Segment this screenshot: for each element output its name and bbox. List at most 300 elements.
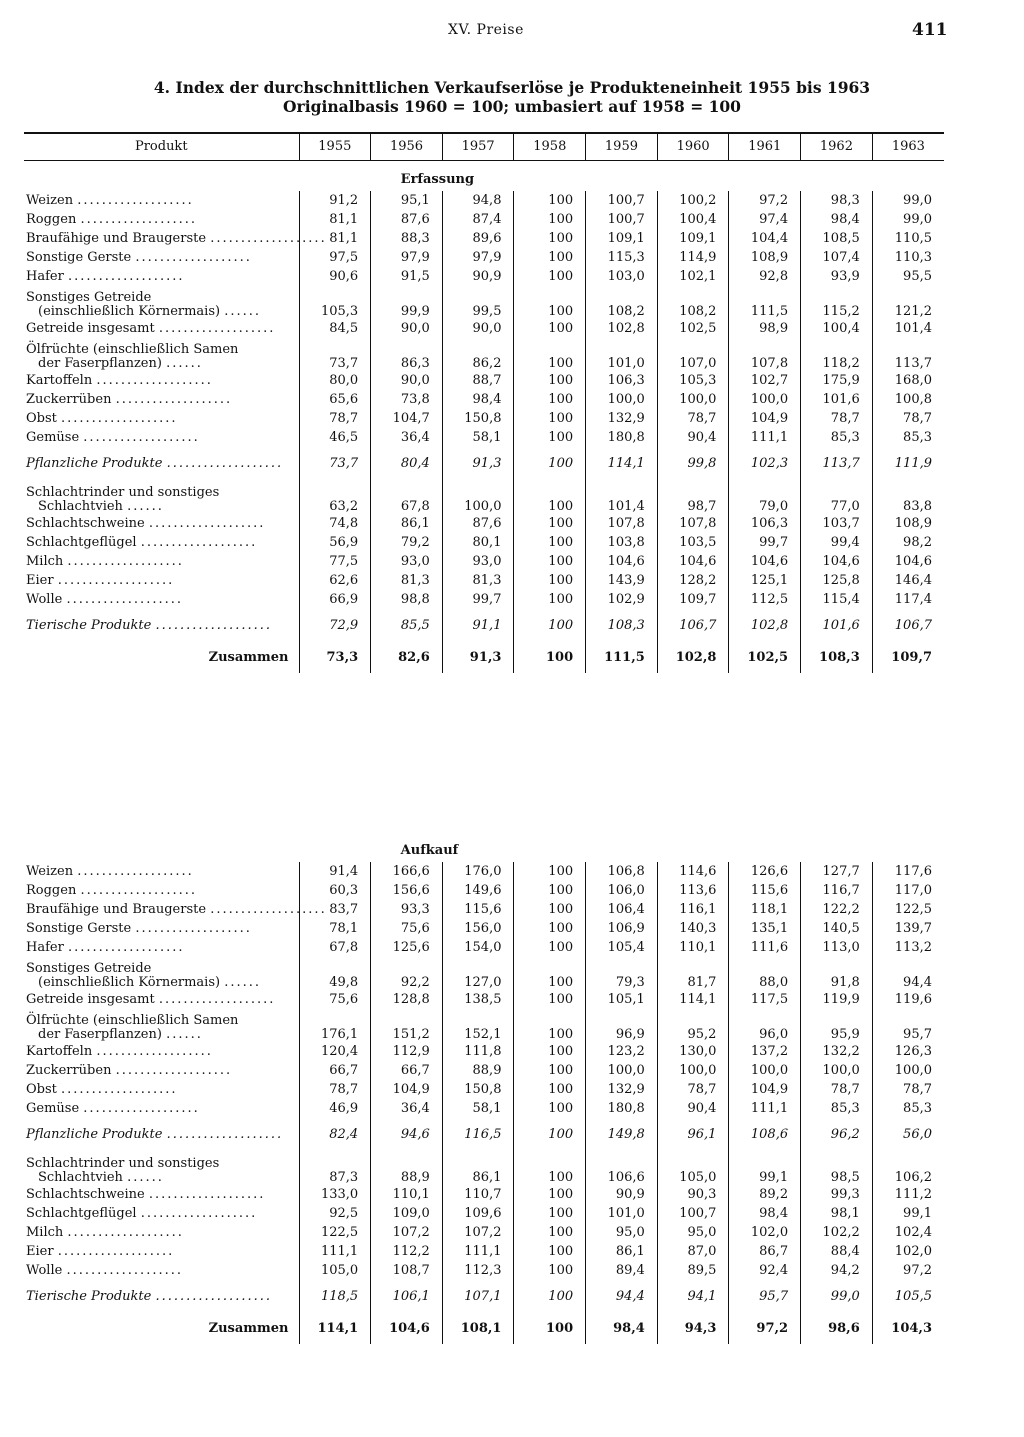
row-label: Obst ................... (26, 1081, 178, 1097)
row-label (24, 286, 299, 319)
value-cell: 111,9 (872, 447, 944, 481)
value-cell: 95,5 (872, 267, 944, 286)
value-cell: 100,0 (586, 1061, 658, 1080)
subtotal-row (24, 609, 944, 643)
value-cell: 146,4 (872, 571, 944, 590)
value-cell: 100 (514, 1042, 586, 1061)
value-cell: 98,3 (801, 191, 873, 210)
value-cell: 100 (514, 552, 586, 571)
table-row (24, 1223, 944, 1242)
value-cell: 83,8 (872, 481, 944, 514)
value-cell: 98,4 (586, 1314, 658, 1344)
row-label: Eier ................... (26, 1243, 175, 1259)
value-cell: 100 (514, 267, 586, 286)
value-cell: 99,1 (729, 1152, 801, 1185)
table-row (24, 1009, 944, 1042)
value-cell: 98,4 (729, 1204, 801, 1223)
value-cell: 101,0 (586, 338, 658, 371)
value-cell: 154,0 (442, 938, 514, 957)
value-cell: 135,1 (729, 919, 801, 938)
value-cell: 101,6 (801, 390, 873, 409)
value-cell: 100,4 (657, 210, 729, 229)
value-cell: 119,9 (801, 990, 873, 1009)
value-cell: 102,0 (872, 1242, 944, 1261)
value-cell: 123,2 (586, 1042, 658, 1061)
value-cell: 95,0 (586, 1223, 658, 1242)
value-cell: 102,5 (729, 643, 801, 673)
value-cell: 100 (514, 590, 586, 609)
price-index-table-part2 (24, 832, 944, 1344)
value-cell: 117,0 (872, 881, 944, 900)
value-cell: 110,1 (371, 1185, 443, 1204)
value-cell: 114,6 (657, 862, 729, 881)
value-cell: 79,0 (729, 481, 801, 514)
value-cell: 88,4 (801, 1242, 873, 1261)
row-label: Getreide insgesamt ................... (26, 320, 276, 336)
value-cell: 112,9 (371, 1042, 443, 1061)
value-cell: 100 (514, 229, 586, 248)
value-cell: 101,4 (872, 319, 944, 338)
table-row (24, 248, 944, 267)
value-cell: 98,8 (371, 590, 443, 609)
value-cell: 102,1 (657, 267, 729, 286)
value-cell: 95,9 (801, 1009, 873, 1042)
value-cell: 151,2 (371, 1009, 443, 1042)
value-cell: 103,7 (801, 514, 873, 533)
value-cell: 99,1 (872, 1204, 944, 1223)
row-label-text: Kartoffeln (26, 372, 93, 388)
value-cell: 96,9 (586, 1009, 658, 1042)
table-row (24, 1261, 944, 1280)
row-label: Obst ................... (26, 410, 178, 426)
value-cell: 97,9 (371, 248, 443, 267)
row-label-text: Wolle (26, 591, 63, 607)
row-label (24, 481, 299, 514)
value-cell: 117,6 (872, 862, 944, 881)
value-cell: 175,9 (801, 371, 873, 390)
value-cell: 107,1 (442, 1280, 514, 1314)
value-cell: 95,7 (729, 1280, 801, 1314)
value-cell: 90,3 (657, 1185, 729, 1204)
value-cell: 103,5 (657, 533, 729, 552)
value-cell: 107,0 (657, 338, 729, 371)
row-label-text: Schlachtschweine (26, 515, 145, 531)
value-cell: 100 (514, 1223, 586, 1242)
value-cell: 115,2 (801, 286, 873, 319)
value-cell: 36,4 (371, 1099, 443, 1118)
value-cell: 111,8 (442, 1042, 514, 1061)
table-title-line1: 4. Index der durchschnittlichen Verkaufserlöse je Produkteneinheit 1955 bis 1963 (153, 78, 871, 97)
table-row (24, 1152, 944, 1185)
value-cell: 78,1 (299, 919, 371, 938)
value-cell: 107,8 (586, 514, 658, 533)
value-cell: 85,3 (872, 428, 944, 447)
table-row (24, 1061, 944, 1080)
value-cell: 100 (514, 571, 586, 590)
value-cell: 114,9 (657, 248, 729, 267)
value-cell: 121,2 (872, 286, 944, 319)
value-cell: 95,7 (872, 1009, 944, 1042)
value-cell: 105,0 (657, 1152, 729, 1185)
value-cell: 100,0 (872, 1061, 944, 1080)
table-row (24, 552, 944, 571)
value-cell: 102,7 (729, 371, 801, 390)
value-cell: 104,3 (872, 1314, 944, 1344)
row-label-text: Hafer (26, 268, 64, 284)
value-cell: 98,9 (729, 319, 801, 338)
value-cell: 97,2 (729, 1314, 801, 1344)
header-year: 1963 (872, 133, 944, 161)
value-cell: 119,6 (872, 990, 944, 1009)
value-cell: 80,0 (299, 371, 371, 390)
value-cell: 125,6 (371, 938, 443, 957)
section-title: Erfassung (400, 172, 475, 187)
value-cell: 100 (514, 919, 586, 938)
row-label-line1: Ölfrüchte (einschließlich Samen (26, 1013, 239, 1028)
value-cell: 86,1 (586, 1242, 658, 1261)
value-cell: 100 (514, 900, 586, 919)
row-label (24, 957, 299, 990)
value-cell: 92,5 (299, 1204, 371, 1223)
value-cell: 105,5 (872, 1280, 944, 1314)
value-cell: 78,7 (872, 1080, 944, 1099)
value-cell: 168,0 (872, 371, 944, 390)
value-cell: 111,1 (729, 1099, 801, 1118)
value-cell: 90,9 (442, 267, 514, 286)
value-cell: 101,0 (586, 1204, 658, 1223)
table-row (24, 590, 944, 609)
value-cell: 87,6 (442, 514, 514, 533)
value-cell: 108,2 (657, 286, 729, 319)
row-label-text: Eier (26, 1243, 54, 1259)
value-cell: 100,4 (801, 319, 873, 338)
row-label: Schlachtgeflügel ................... (26, 1205, 258, 1221)
row-label-text: Roggen (26, 211, 77, 227)
value-cell: 100 (514, 409, 586, 428)
value-cell: 86,3 (371, 338, 443, 371)
value-cell: 99,0 (872, 191, 944, 210)
section-body-erfassung (24, 161, 944, 674)
value-cell: 90,9 (586, 1185, 658, 1204)
row-label: Schlachtgeflügel ................... (26, 534, 258, 550)
value-cell: 94,2 (801, 1261, 873, 1280)
row-label-text: Sonstige Gerste (26, 920, 132, 936)
value-cell: 166,6 (371, 862, 443, 881)
value-cell: 78,7 (657, 1080, 729, 1099)
value-cell: 105,1 (586, 990, 658, 1009)
value-cell: 85,3 (801, 1099, 873, 1118)
value-cell: 100 (514, 1152, 586, 1185)
row-label-line2: der Faserpflanzen) ...... (38, 1027, 203, 1042)
row-label-text: Kartoffeln (26, 1043, 93, 1059)
table-row (24, 286, 944, 319)
value-cell: 101,4 (586, 481, 658, 514)
value-cell: 104,9 (729, 409, 801, 428)
value-cell: 104,6 (801, 552, 873, 571)
subtotal-row (24, 1280, 944, 1314)
value-cell: 113,0 (801, 938, 873, 957)
value-cell: 111,1 (299, 1242, 371, 1261)
row-label-text: Zusammen (208, 650, 289, 665)
value-cell: 108,5 (801, 229, 873, 248)
value-cell: 90,6 (299, 267, 371, 286)
value-cell: 56,0 (872, 1118, 944, 1152)
value-cell: 94,4 (586, 1280, 658, 1314)
row-label-text: Pflanzliche Produkte (26, 456, 163, 471)
value-cell: 115,6 (442, 900, 514, 919)
value-cell: 99,5 (442, 286, 514, 319)
value-cell: 98,4 (442, 390, 514, 409)
value-cell: 106,1 (371, 1280, 443, 1314)
value-cell: 36,4 (371, 428, 443, 447)
value-cell: 122,5 (872, 900, 944, 919)
value-cell: 97,9 (442, 248, 514, 267)
row-label-line2: Schlachtvieh ...... (38, 499, 164, 514)
table-row (24, 210, 944, 229)
value-cell: 100,0 (657, 1061, 729, 1080)
value-cell: 66,7 (371, 1061, 443, 1080)
value-cell: 99,0 (801, 1280, 873, 1314)
table-row (24, 481, 944, 514)
row-label-text: Schlachtgeflügel (26, 534, 137, 550)
value-cell: 81,3 (371, 571, 443, 590)
value-cell: 108,9 (872, 514, 944, 533)
row-label-text: Eier (26, 572, 54, 588)
value-cell: 100 (514, 1118, 586, 1152)
value-cell: 128,8 (371, 990, 443, 1009)
value-cell: 96,2 (801, 1118, 873, 1152)
value-cell: 100 (514, 514, 586, 533)
value-cell: 113,2 (872, 938, 944, 957)
value-cell: 111,6 (729, 938, 801, 957)
row-label-text: Tierische Produkte (26, 618, 152, 633)
table-title (0, 78, 1024, 116)
value-cell: 100 (514, 428, 586, 447)
value-cell: 106,9 (586, 919, 658, 938)
value-cell: 105,3 (299, 286, 371, 319)
value-cell: 100 (514, 1280, 586, 1314)
value-cell: 100 (514, 938, 586, 957)
value-cell: 114,1 (586, 447, 658, 481)
value-cell: 111,5 (586, 643, 658, 673)
value-cell: 85,3 (872, 1099, 944, 1118)
value-cell: 105,0 (299, 1261, 371, 1280)
value-cell: 100 (514, 338, 586, 371)
row-label: Wolle ................... (26, 591, 183, 607)
value-cell: 67,8 (299, 938, 371, 957)
value-cell: 89,6 (442, 229, 514, 248)
value-cell: 92,4 (729, 1261, 801, 1280)
value-cell: 87,0 (657, 1242, 729, 1261)
value-cell: 109,7 (657, 590, 729, 609)
value-cell: 97,2 (872, 1261, 944, 1280)
value-cell: 112,3 (442, 1261, 514, 1280)
row-label-text: Weizen (26, 863, 74, 879)
value-cell: 104,6 (371, 1314, 443, 1344)
value-cell: 126,6 (729, 862, 801, 881)
value-cell: 116,5 (442, 1118, 514, 1152)
value-cell: 100 (514, 862, 586, 881)
row-label: Tierische Produkte ................... (26, 618, 272, 633)
row-label: Braufähige und Braugerste ................... (26, 901, 327, 917)
value-cell: 109,1 (657, 229, 729, 248)
value-cell: 106,0 (586, 881, 658, 900)
row-label-line2: Schlachtvieh ...... (38, 1170, 164, 1185)
table-row (24, 229, 944, 248)
value-cell: 80,4 (371, 447, 443, 481)
value-cell: 85,5 (371, 609, 443, 643)
value-cell: 100 (514, 1204, 586, 1223)
table-row (24, 1099, 944, 1118)
table-row (24, 267, 944, 286)
value-cell: 95,0 (657, 1223, 729, 1242)
value-cell: 94,8 (442, 191, 514, 210)
value-cell: 91,1 (442, 609, 514, 643)
row-label: Schlachtschweine ................... (26, 1186, 266, 1202)
value-cell: 100 (514, 533, 586, 552)
row-label-line1: Sonstiges Getreide (26, 961, 152, 976)
table-row (24, 191, 944, 210)
row-label-line1: Sonstiges Getreide (26, 290, 152, 305)
value-cell: 75,6 (371, 919, 443, 938)
value-cell: 143,9 (586, 571, 658, 590)
value-cell: 115,3 (586, 248, 658, 267)
value-cell: 100 (514, 1009, 586, 1042)
header-year: 1961 (729, 133, 801, 161)
running-head (0, 22, 1024, 46)
value-cell: 99,0 (872, 210, 944, 229)
value-cell: 98,2 (872, 533, 944, 552)
value-cell: 100 (514, 248, 586, 267)
value-cell: 100,0 (729, 390, 801, 409)
value-cell: 97,5 (299, 248, 371, 267)
value-cell: 100 (514, 957, 586, 990)
value-cell: 91,3 (442, 643, 514, 673)
value-cell: 114,1 (657, 990, 729, 1009)
row-label-text: Milch (26, 1224, 64, 1240)
value-cell: 77,5 (299, 552, 371, 571)
row-label-text: Schlachtgeflügel (26, 1205, 137, 1221)
value-cell: 84,5 (299, 319, 371, 338)
value-cell: 108,6 (729, 1118, 801, 1152)
value-cell: 90,0 (371, 319, 443, 338)
row-label-text: Tierische Produkte (26, 1289, 152, 1304)
value-cell: 73,3 (299, 643, 371, 673)
value-cell: 49,8 (299, 957, 371, 990)
row-label: Weizen ................... (26, 192, 194, 208)
value-cell: 58,1 (442, 428, 514, 447)
value-cell: 74,8 (299, 514, 371, 533)
row-label: Gemüse ................... (26, 1100, 200, 1116)
value-cell: 98,6 (801, 1314, 873, 1344)
table-row (24, 938, 944, 957)
value-cell: 102,0 (729, 1223, 801, 1242)
value-cell: 132,9 (586, 409, 658, 428)
value-cell: 106,4 (586, 900, 658, 919)
value-cell: 95,1 (371, 191, 443, 210)
value-cell: 111,5 (729, 286, 801, 319)
total-row (24, 643, 944, 673)
section-title-row (24, 161, 944, 192)
value-cell: 109,6 (442, 1204, 514, 1223)
value-cell: 78,7 (299, 1080, 371, 1099)
value-cell: 89,2 (729, 1185, 801, 1204)
row-label: Zuckerrüben ................... (26, 1062, 233, 1078)
value-cell: 96,0 (729, 1009, 801, 1042)
row-label-text: Gemüse (26, 1100, 80, 1116)
value-cell: 99,7 (442, 590, 514, 609)
value-cell: 87,4 (442, 210, 514, 229)
value-cell: 72,9 (299, 609, 371, 643)
value-cell: 100 (514, 371, 586, 390)
table-row (24, 371, 944, 390)
value-cell: 156,0 (442, 919, 514, 938)
section-title: Aufkauf (400, 843, 459, 858)
value-cell: 109,0 (371, 1204, 443, 1223)
value-cell: 117,5 (729, 990, 801, 1009)
subtotal-row (24, 447, 944, 481)
row-label: Milch ................... (26, 1224, 184, 1240)
row-label (24, 1152, 299, 1185)
value-cell: 100,2 (657, 191, 729, 210)
row-label-text: Gemüse (26, 429, 80, 445)
row-label-line2: (einschließlich Körnermais) ...... (38, 304, 262, 319)
value-cell: 94,4 (872, 957, 944, 990)
table-row (24, 319, 944, 338)
value-cell: 88,9 (371, 1152, 443, 1185)
row-label-line2: der Faserpflanzen) ...... (38, 356, 203, 371)
value-cell: 102,9 (586, 590, 658, 609)
value-cell: 88,7 (442, 371, 514, 390)
value-cell: 81,1 (299, 229, 371, 248)
value-cell: 103,8 (586, 533, 658, 552)
table-row (24, 338, 944, 371)
value-cell: 67,8 (371, 481, 443, 514)
value-cell: 128,2 (657, 571, 729, 590)
value-cell: 132,9 (586, 1080, 658, 1099)
value-cell: 108,7 (371, 1261, 443, 1280)
row-label: Tierische Produkte ................... (26, 1289, 272, 1304)
value-cell: 150,8 (442, 409, 514, 428)
value-cell: 100,0 (729, 1061, 801, 1080)
value-cell: 118,2 (801, 338, 873, 371)
value-cell: 65,6 (299, 390, 371, 409)
header-year: 1958 (514, 133, 586, 161)
value-cell: 100,0 (442, 481, 514, 514)
row-label: Sonstige Gerste ................... (26, 249, 252, 265)
value-cell: 109,1 (586, 229, 658, 248)
value-cell: 100 (514, 609, 586, 643)
value-cell: 60,3 (299, 881, 371, 900)
value-cell: 86,7 (729, 1242, 801, 1261)
value-cell: 122,2 (801, 900, 873, 919)
value-cell: 81,3 (442, 571, 514, 590)
table-row (24, 919, 944, 938)
value-cell: 78,7 (872, 409, 944, 428)
row-label-line2: (einschließlich Körnermais) ...... (38, 975, 262, 990)
value-cell: 100 (514, 1185, 586, 1204)
value-cell: 100,7 (586, 191, 658, 210)
value-cell: 100 (514, 1314, 586, 1344)
row-label-text: Braufähige und Braugerste (26, 901, 207, 917)
value-cell: 139,7 (872, 919, 944, 938)
value-cell: 100 (514, 1242, 586, 1261)
row-label: Kartoffeln ................... (26, 1043, 213, 1059)
value-cell: 82,6 (371, 643, 443, 673)
value-cell: 88,3 (371, 229, 443, 248)
header-year: 1960 (657, 133, 729, 161)
value-cell: 125,8 (801, 571, 873, 590)
